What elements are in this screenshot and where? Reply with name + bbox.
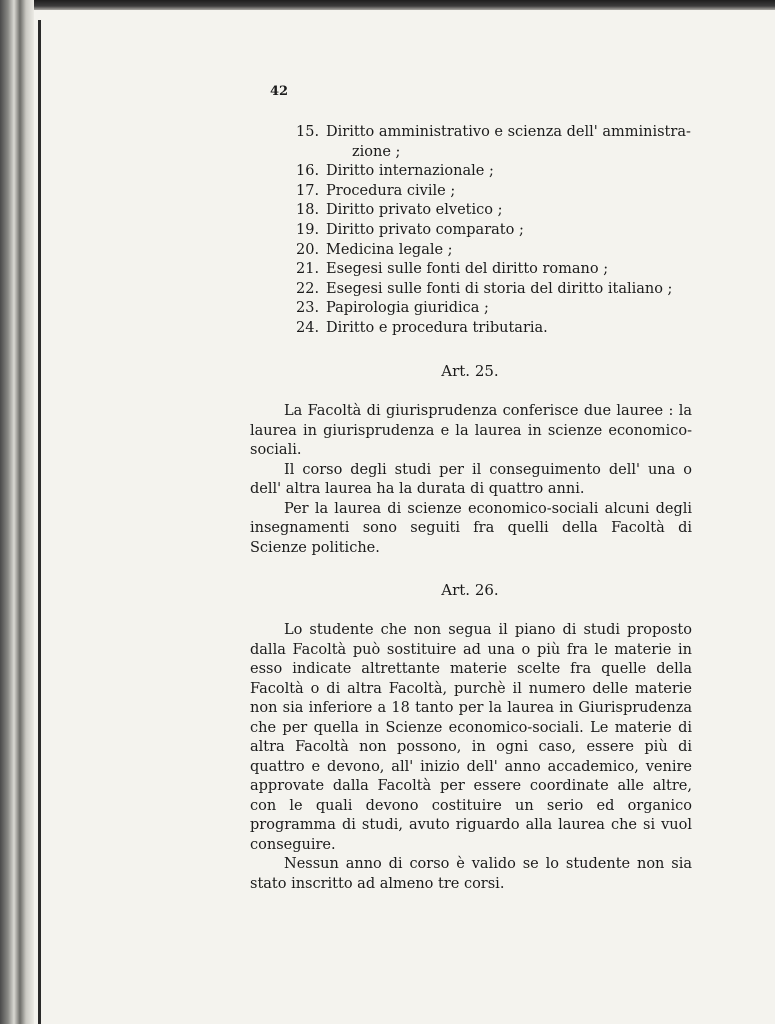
list-item-text: Medicina legale ; xyxy=(326,241,453,258)
list-item xyxy=(296,221,706,241)
list-item xyxy=(296,162,706,182)
list-item-number: 19. xyxy=(296,221,320,238)
list-item-number: 24. xyxy=(296,319,320,336)
list-item-continuation: zione ; xyxy=(352,143,401,160)
list-item xyxy=(296,201,706,221)
list-item xyxy=(296,241,706,261)
article-25-heading: Art. 25. xyxy=(441,362,499,380)
list-item xyxy=(296,319,706,339)
paragraph: La Facoltà di giurisprudenza conferisce due lauree : la laurea in giurisprudenza e la laurea in scienze economico-sociali. xyxy=(250,403,692,458)
list-item-number: 15. xyxy=(296,124,320,140)
article-26-body xyxy=(250,621,692,894)
list-item-text: Diritto privato elvetico ; xyxy=(326,202,503,219)
list-item-number: 23. xyxy=(296,300,320,317)
book-binding-edge xyxy=(0,0,34,1024)
list-item-text: Diritto amministrativo e scienza dell' amministra- xyxy=(326,124,691,140)
page-number: 42 xyxy=(270,84,289,99)
list-item-number: 16. xyxy=(296,163,320,180)
list-item xyxy=(296,182,706,202)
list-item-number: 20. xyxy=(296,241,320,258)
paragraph: Per la laurea di scienze economico-sociali alcuni degli insegnamenti sono seguiti fra quelli della Facoltà di Scienze politiche. xyxy=(250,500,692,556)
list-item-number: 17. xyxy=(296,182,320,199)
paragraph: Lo studente che non segua il piano di studi proposto dalla Facoltà può sostituire ad una o più fra le materie in esso indicate altrettante materie scelte fra quelle della Facoltà o di altra Facoltà, purchè il numero delle materie non sia inferiore a 18 tanto per la laurea in Giurisprudenza che per quella in Scienze economico-sociali. Le materie di altra Facoltà non possono, in ogni caso, essere più di quattro e devono, all' inizio dell' anno accademico, venire approvate dalla Facoltà per essere coordinate alle altre, con le quali devono costituire un serio ed organico programma di studi, avuto riguardo alla laurea che si vuol conseguire. xyxy=(250,622,692,853)
list-item-text: Diritto internazionale ; xyxy=(326,163,494,180)
list-item xyxy=(296,280,706,300)
list-item-text: Diritto privato comparato ; xyxy=(326,221,524,238)
list-item-text: Esegesi sulle fonti di storia del diritto italiano ; xyxy=(326,280,673,297)
list-item-text: Procedura civile ; xyxy=(326,182,456,199)
list-item-text: Papirologia giuridica ; xyxy=(326,300,489,317)
page-top-edge xyxy=(0,0,775,10)
paragraph: Nessun anno di corso è valido se lo studente non sia stato inscritto ad almeno tre corsi. xyxy=(250,856,692,892)
article-25-body xyxy=(250,402,692,558)
list-item-number: 22. xyxy=(296,280,320,297)
list-item-text: Esegesi sulle fonti del diritto romano ; xyxy=(326,261,609,278)
binding-shadow-line xyxy=(38,20,41,1024)
list-item-number: 18. xyxy=(296,202,320,219)
article-26-heading: Art. 26. xyxy=(441,581,499,599)
list-item-number: 21. xyxy=(296,261,320,278)
paragraph: Il corso degli studi per il conseguimento dell' una o dell' altra laurea ha la durata di quattro anni. xyxy=(250,461,692,497)
list-item-text: Diritto e procedura tributaria. xyxy=(326,319,548,336)
subject-list xyxy=(296,123,706,339)
list-item xyxy=(296,123,706,143)
list-item xyxy=(296,299,706,319)
list-item xyxy=(296,260,706,280)
